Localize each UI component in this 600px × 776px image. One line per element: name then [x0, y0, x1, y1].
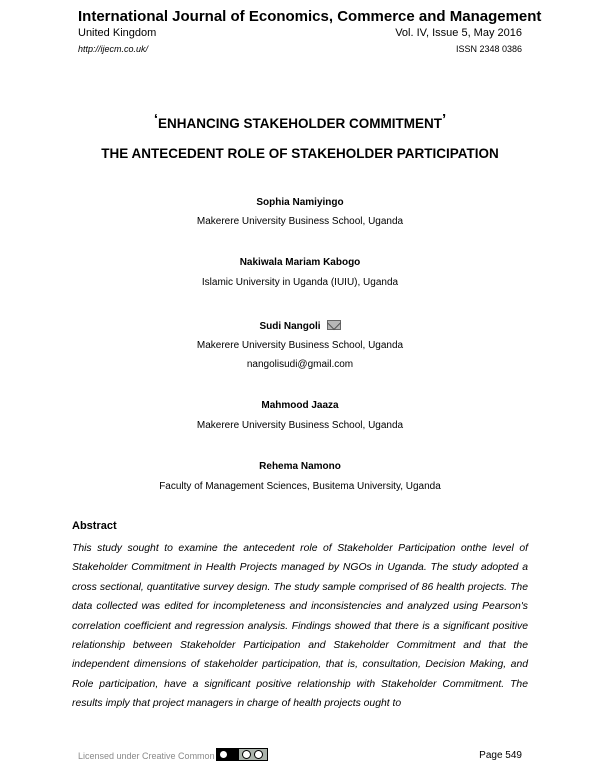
author-affiliation: Makerere University Business School, Uganda [196, 340, 404, 351]
paper-title-line-1 [0, 111, 600, 132]
journal-url-link[interactable]: http://ijecm.co.uk/ [78, 44, 149, 54]
title-quote-open: ‘ [153, 111, 158, 128]
author-name: Sophia Namiyingo [256, 197, 344, 208]
journal-volume: Vol. IV, Issue 5, May 2016 [395, 27, 522, 39]
mail-icon[interactable] [327, 320, 341, 330]
creative-commons-badge-icon[interactable] [216, 748, 268, 761]
corresponding-author [0, 320, 600, 332]
title-text-1: ENHANCING STAKEHOLDER COMMITMENT [158, 116, 442, 131]
author-name: Sudi Nangoli [259, 321, 321, 332]
license-note [78, 750, 268, 763]
abstract-text: This study sought to examine the antecedent role of Stakeholder Participation onthe level of Stakeholder Commitment in Health Projects managed by NGOs in Uganda. The study adopted a cross sectional, quantitative survey design. The study sample comprised of 86 health projects. The data collected was edited for incompleteness and inconsistencies and analyzed using Pearson's correlation coefficient and regression analysis. Findings showed that there is a significant positive relationship between Stakeholder Participation and Stakeholder Commitment and that the independent dimensions of stakeholder participation, that is, consultation, Decision Making, and Role participation, have a significant positive relationship with Stakeholder Commitment. The results imply that project managers in charge of health projects ought to [72, 543, 528, 710]
author-name: Mahmood Jaaza [261, 400, 339, 411]
abstract-heading: Abstract [72, 520, 117, 532]
author-affiliation: Islamic University in Uganda (IUIU), Uganda [201, 277, 399, 288]
author-affiliation: Faculty of Management Sciences, Busitema University, Uganda [159, 481, 441, 492]
author-affiliation: Makerere University Business School, Uganda [196, 216, 404, 227]
page-number: Page 549 [479, 750, 522, 761]
license-text: Licensed under Creative Common [78, 750, 215, 761]
author-name: Nakiwala Mariam Kabogo [239, 257, 361, 268]
journal-title: International Journal of Economics, Commerce and Management [78, 8, 542, 25]
journal-country: United Kingdom [78, 27, 157, 39]
author-affiliation: Makerere University Business School, Uganda [196, 420, 404, 431]
paper-title-line-2: THE ANTECEDENT ROLE OF STAKEHOLDER PARTICIPATION [101, 146, 499, 161]
journal-issn: ISSN 2348 0386 [455, 44, 522, 54]
author-email-link[interactable]: nangolisudi@gmail.com [246, 359, 354, 370]
title-quote-close: ’ [442, 111, 447, 128]
author-name: Rehema Namono [259, 461, 341, 472]
